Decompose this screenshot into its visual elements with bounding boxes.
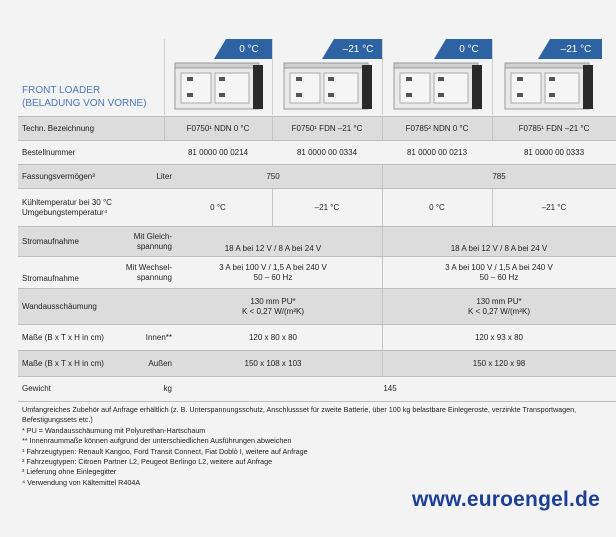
cell: 81 0000 00 0214 [187,148,249,157]
cell-line: 50 – 60 Hz [479,273,519,282]
cell-line: 3 A bei 100 V / 1,5 A bei 240 V [445,263,553,272]
row-unit-line: spannung [136,242,172,251]
row-label [22,189,112,227]
cell: F0750¹ NDN 0 °C [186,124,250,133]
cell-line: K < 0,27 W/(m²K) [467,307,530,316]
row-fassung [18,164,616,189]
temp-badge-4: –21 °C [550,39,602,59]
row-strom-gleich [18,226,616,257]
cell: 0 °C [429,203,445,212]
website-link[interactable]: www.euroengel.de [412,488,600,511]
row-unit: Liter [156,172,172,181]
header-divider [492,39,493,115]
freezer-image [494,60,604,112]
fridge-image [166,60,272,112]
cell: 750 [266,172,280,181]
cell-line: 50 – 60 Hz [253,273,293,282]
cell: 150 x 120 x 98 [472,359,526,368]
cell: 18 A bei 12 V / 8 A bei 24 V [224,244,322,253]
cell: 0 °C [210,203,226,212]
cell: 785 [492,172,506,181]
cell-line: 3 A bei 100 V / 1,5 A bei 240 V [219,263,327,272]
cell: 18 A bei 12 V / 8 A bei 24 V [450,244,548,253]
cell [382,257,616,289]
cell: –21 °C [314,203,340,212]
row-masse-aussen [18,350,616,377]
cell: 120 x 93 x 80 [474,333,524,342]
cell: –21 °C [541,203,567,212]
footnote: Befestigungssets etc.) [22,415,93,425]
cell: 81 0000 00 0333 [523,148,585,157]
header-divider [382,39,383,115]
cell: F0785¹ FDN –21 °C [518,124,590,133]
cell: 145 [383,384,397,393]
row-kuehltemperatur [18,188,616,227]
row-unit-line: Mit Wechsel- [125,263,172,272]
footnotes [22,405,602,488]
row-unit-line: spannung [136,273,172,282]
cell-line: K < 0,27 W/(m²K) [241,307,304,316]
cell [382,289,616,325]
row-label: Stromaufnahme [22,274,79,283]
row-label: Techn. Bezeichnung [22,124,95,133]
cell: F0785² NDN 0 °C [405,124,469,133]
cell [164,257,382,289]
cell: 150 x 108 x 103 [244,359,302,368]
footnote: ³ Lieferung ohne Einlegegitter [22,467,117,477]
row-unit: kg [163,384,172,393]
row-strom-wechsel [18,256,616,289]
cell [164,289,382,325]
footnote: ¹ Fahrzeugtypen: Renault Kangoo, Ford Transit Connect, Fiat Doblò I, weitere auf Anfrage [22,446,308,456]
freezer-image [274,60,382,112]
row-label: Maße (B x T x H in cm) [22,359,104,368]
temp-badge-2: –21 °C [334,39,382,59]
row-gewicht [18,376,616,402]
row-unit: Außen [148,359,172,368]
title-line-2: (BELADUNG VON VORNE) [22,98,147,109]
row-bezeichnung [18,116,616,141]
row-masse-innen [18,324,616,351]
fridge-image [384,60,492,112]
row-bestellnummer [18,140,616,165]
section-title [22,84,146,110]
row-label: Wandausschäumung [22,302,97,311]
header-divider [272,39,273,115]
cell: F0750¹ FDN –21 °C [291,124,363,133]
footnote: ** Innenraummaße können aufgrund der unterschiedlichen Ausführungen abweichen [22,436,292,446]
cell: 81 0000 00 0213 [406,148,468,157]
title-line-1: FRONT LOADER [22,85,101,96]
row-label-line: Umgebungstemperatur⁴ [22,208,108,217]
row-label-line: Kühltemperatur bei 30 °C [22,198,112,207]
row-label: Fassungsvermögen³ [22,172,95,181]
temp-badge-3: 0 °C [446,39,492,59]
row-label: Stromaufnahme [22,237,79,246]
footnote: ² Fahrzeugtypen: Citroen Partner L2, Peugeot Berlingo L2, weitere auf Anfrage [22,457,273,467]
cell-line: 130 mm PU* [476,297,522,306]
footnote: * PU = Wandausschäumung mit Polyurethan-Hartschaum [22,425,206,435]
cell-line: 130 mm PU* [250,297,296,306]
row-label: Maße (B x T x H in cm) [22,333,104,342]
row-unit: Innen** [145,333,172,342]
header-divider [164,39,165,115]
cell: 120 x 80 x 80 [248,333,298,342]
footnote: Umfangreiches Zubehör auf Anfrage erhältlich (z. B. Unterspannungsschutz, Anschlussset für zweite Batterie, über 100 kg belastbare Einlegeroste, verzinkte Transportwagen, [22,405,577,414]
row-wandausschaeumung [18,288,616,325]
cell: 81 0000 00 0334 [296,148,358,157]
row-label: Bestellnummer [22,148,76,157]
temp-badge-1: 0 °C [226,39,272,59]
row-unit-line: Mit Gleich- [133,232,172,241]
row-label: Gewicht [22,384,51,393]
footnote: ⁴ Verwendung von Kältemittel R404A [22,477,141,487]
